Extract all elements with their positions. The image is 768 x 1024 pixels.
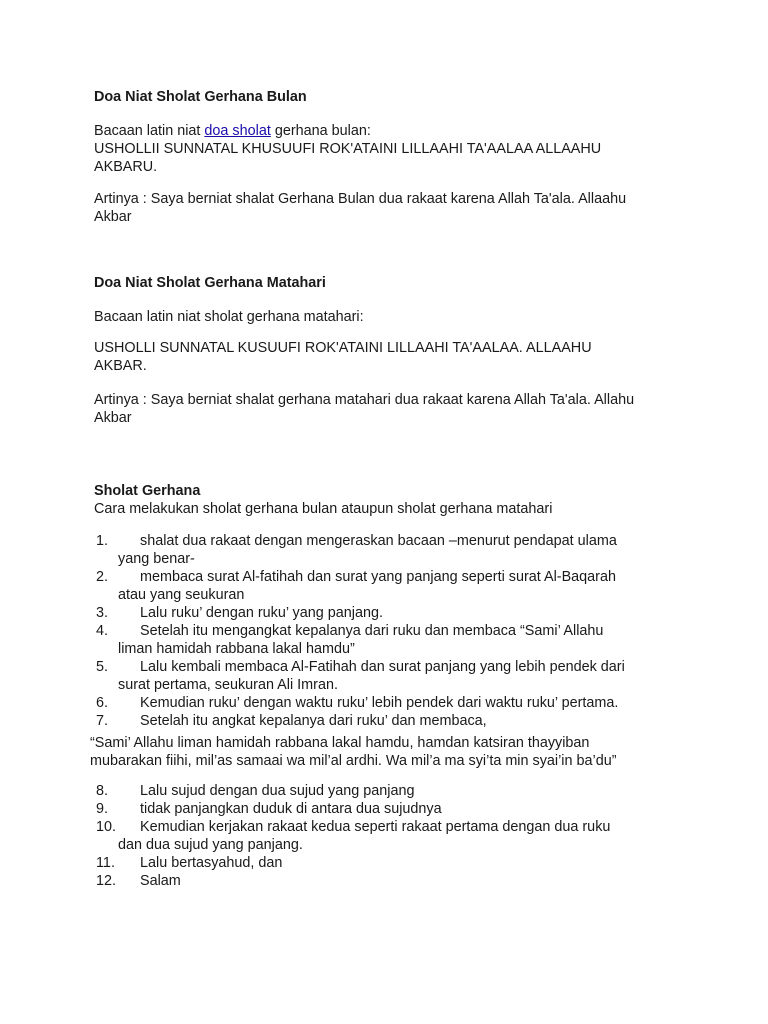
list-item	[94, 622, 684, 658]
step-number: 12.	[96, 873, 117, 889]
latin-niat-matahari	[94, 339, 684, 375]
step-number: 5.	[96, 659, 109, 675]
meaning-matahari-line1: Artinya : Saya berniat shalat gerhana matahari dua rakaat karena Allah Ta'ala. Allahu	[94, 392, 635, 408]
intro-sholat-gerhana: Cara melakukan sholat gerhana bulan ataupun sholat gerhana matahari	[94, 501, 553, 517]
step-text: Lalu kembali membaca Al-Fatihah dan surat panjang yang lebih pendek dari	[140, 659, 625, 675]
meaning-gerhana-matahari	[94, 391, 684, 427]
list-item	[94, 532, 684, 568]
intro-gerhana-bulan	[94, 122, 684, 176]
step-number: 11.	[96, 855, 115, 871]
latin-niat-matahari-line1: USHOLLI SUNNATAL KUSUUFI ROK'ATAINI LILLAAHI TA'AALAA. ALLAAHU	[94, 340, 592, 356]
step-text: membaca surat Al-fatihah dan surat yang panjang seperti surat Al-Baqarah	[140, 569, 616, 585]
step-number: 3.	[96, 605, 109, 621]
meaning-matahari-line2: Akbar	[94, 410, 132, 426]
step-number: 4.	[96, 623, 109, 639]
step-text: tidak panjangkan duduk di antara dua sujudnya	[140, 801, 442, 817]
step-text-continued: dan dua sujud yang panjang.	[118, 837, 303, 853]
recitation-quote	[90, 734, 680, 770]
step-number: 2.	[96, 569, 109, 585]
step-text: Setelah itu mengangkat kepalanya dari ruku dan membaca “Sami’ Allahu	[140, 623, 604, 639]
meaning-gerhana-bulan	[94, 190, 684, 226]
intro-gerhana-matahari: Bacaan latin niat sholat gerhana matahari:	[94, 309, 364, 325]
step-number: 7.	[96, 713, 109, 729]
step-text-continued: atau yang seukuran	[118, 587, 245, 603]
step-number: 9.	[96, 801, 109, 817]
steps-list-a	[94, 532, 684, 730]
step-number: 8.	[96, 783, 109, 799]
meaning-bulan-line1: Artinya : Saya berniat shalat Gerhana Bulan dua rakaat karena Allah Ta'ala. Allaahu	[94, 191, 627, 207]
heading-gerhana-matahari: Doa Niat Sholat Gerhana Matahari	[94, 275, 326, 291]
meaning-bulan-line2: Akbar	[94, 209, 132, 225]
step-text-continued: surat pertama, seukuran Ali Imran.	[118, 677, 338, 693]
list-item	[94, 694, 684, 712]
list-item	[94, 854, 684, 872]
step-number: 1.	[96, 533, 109, 549]
heading-gerhana-bulan: Doa Niat Sholat Gerhana Bulan	[94, 89, 307, 105]
latin-niat-matahari-line2: AKBAR.	[94, 358, 147, 374]
doa-sholat-link[interactable]: doa sholat	[204, 123, 271, 139]
quote-line2: mubarakan fiihi, mil’as samaai wa mil’al ardhi. Wa mil’a ma syi’ta min syai’in ba’du”	[90, 753, 617, 769]
step-text: Lalu bertasyahud, dan	[140, 855, 283, 871]
latin-niat-bulan-line1: USHOLLII SUNNATAL KHUSUUFI ROK'ATAINI LILLAAHI TA'AALAA ALLAAHU	[94, 141, 602, 157]
step-text: Setelah itu angkat kepalanya dari ruku’ dan membaca,	[140, 713, 487, 729]
list-item	[94, 782, 684, 800]
step-text: Kemudian kerjakan rakaat kedua seperti rakaat pertama dengan dua ruku	[140, 819, 611, 835]
list-item	[94, 800, 684, 818]
list-item	[94, 818, 684, 854]
step-text-continued: yang benar-	[118, 551, 195, 567]
steps-list-b	[94, 782, 684, 890]
step-text-continued: liman hamidah rabbana lakal hamdu”	[118, 641, 355, 657]
intro-text-before: Bacaan latin niat	[94, 123, 205, 139]
step-text: Kemudian ruku’ dengan waktu ruku’ lebih pendek dari waktu ruku’ pertama.	[140, 695, 619, 711]
step-text: Lalu ruku’ dengan ruku’ yang panjang.	[140, 605, 383, 621]
list-item	[94, 568, 684, 604]
step-text: Salam	[140, 873, 181, 889]
heading-sholat-gerhana: Sholat Gerhana	[94, 483, 201, 499]
step-number: 10.	[96, 819, 117, 835]
step-text: shalat dua rakaat dengan mengeraskan bacaan –menurut pendapat ulama	[140, 533, 617, 549]
latin-niat-bulan-line2: AKBARU.	[94, 159, 158, 175]
quote-line1: “Sami’ Allahu liman hamidah rabbana lakal hamdu, hamdan katsiran thayyiban	[90, 735, 590, 751]
step-text: Lalu sujud dengan dua sujud yang panjang	[140, 783, 415, 799]
list-item	[94, 712, 684, 730]
list-item	[94, 604, 684, 622]
list-item	[94, 658, 684, 694]
intro-text-after: gerhana bulan:	[270, 123, 371, 139]
step-number: 6.	[96, 695, 109, 711]
list-item	[94, 872, 684, 890]
